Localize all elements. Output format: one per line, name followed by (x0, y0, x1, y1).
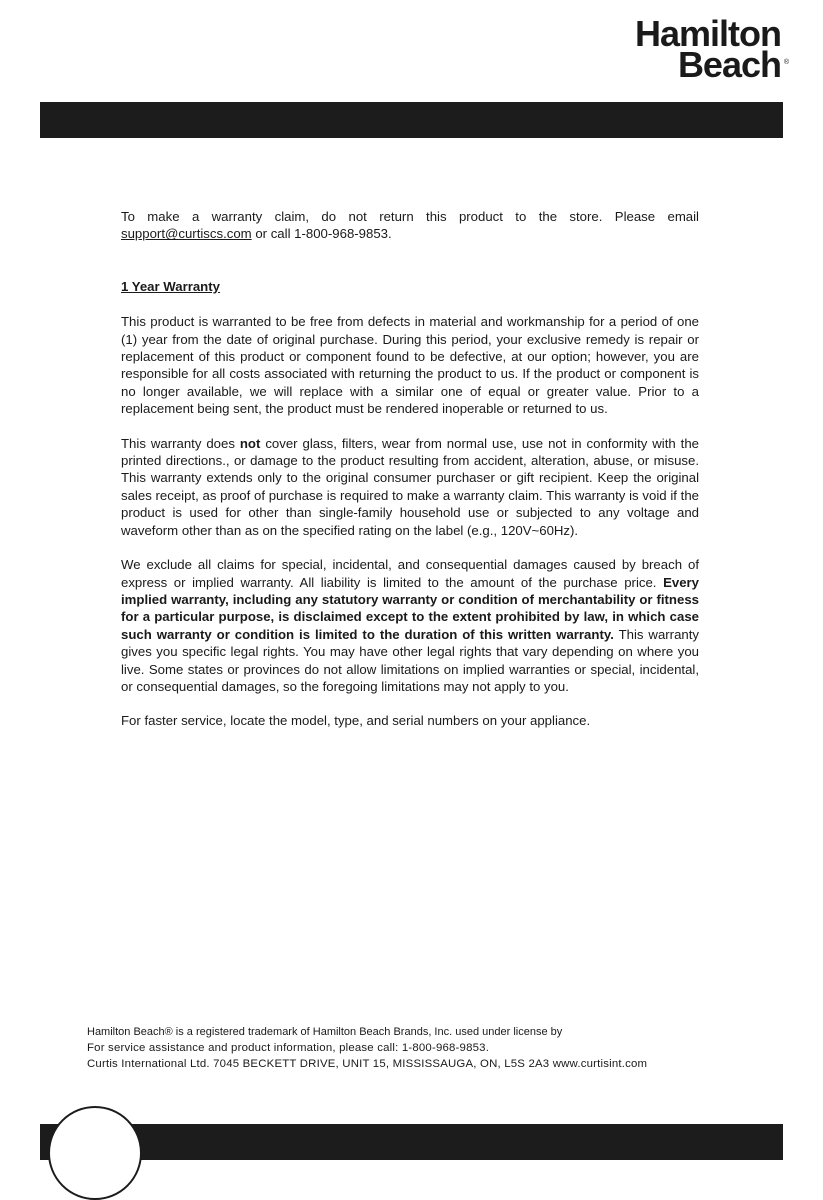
claim-text-after: or call 1-800-968-9853. (251, 226, 392, 242)
claim-instructions (121, 208, 699, 243)
brand-logo-line2: Beach (677, 44, 781, 85)
warranty-paragraph-damages (121, 556, 699, 695)
footer-trademark-line: Hamilton Beach® is a registered trademark of Hamilton Beach Brands, Inc. used under license by (87, 1026, 563, 1038)
exclusions-text-rest: cover glass, filters, wear from normal use, use not in conformity with the printed directions., or damage to the product resulting from accident, alteration, abuse, or misuse. This warranty extends only to the original consumer purchaser or gift recipient. Keep the original sales receipt, as proof of purchase is required to make a warranty claim. This warranty is void if the product is used for other than single-family household use or subjected to any voltage and waveform other than as on the specified rating on the label (e.g., 120V~60Hz). (121, 435, 699, 538)
footer-service-line: For service assistance and product information, please call: 1-800-968-9853. (87, 1042, 490, 1054)
warranty-content (121, 208, 699, 747)
warranty-paragraph-service: For faster service, locate the model, type, and serial numbers on your appliance. (121, 713, 591, 729)
exclusions-text-start: This warranty does (121, 435, 240, 451)
brand-logo (634, 13, 789, 85)
registered-mark: ® (783, 59, 789, 66)
brand-logo-line1: Hamilton (634, 13, 781, 54)
warranty-heading: 1 Year Warranty (121, 278, 220, 294)
footer-bar (40, 1124, 783, 1160)
exclusions-bold-not: not (239, 435, 261, 451)
footer-address-line: Curtis International Ltd. 7045 BECKETT DRIVE, UNIT 15, MISSISSAUGA, ON, L5S 2A3 www.curtisint.com (87, 1058, 648, 1070)
damages-text-rest: This warranty gives you specific legal rights. You may have other legal rights that vary depending on where you live. Some states or provinces do not allow limitations on implied warranties or special, incidental, or consequential damages, so the foregoing limitations may not apply to you. (121, 626, 699, 694)
warranty-paragraph-exclusions (121, 435, 699, 539)
footer (87, 1024, 777, 1072)
support-email-link[interactable]: support@curtiscs.com (121, 226, 252, 242)
damages-text-start: We exclude all claims for special, incidental, and consequential damages caused by breach of express or implied warranty. All liability is limited to the amount of the purchase price. (121, 557, 699, 590)
page-number-circle (48, 1106, 142, 1200)
damages-bold-disclaimer: Every implied warranty, including any statutory warranty or condition of merchantability or fitness for a particular purpose, is disclaimed except to the extent prohibited by law, in which case such warranty or condition is limited to the duration of this written warranty. (121, 574, 699, 642)
claim-text-before: To make a warranty claim, do not return this product to the store. Please email (121, 209, 699, 224)
warranty-paragraph-coverage: This product is warranted to be free from defects in material and workmanship for a period of one (1) year from the date of original purchase. During this period, your exclusive remedy is repair or replacement of this product or component found to be defective, at our option; however, you are responsible for all costs associated with returning the product to us. If the product or component is no longer available, we will replace with a similar one of equal or greater value. Prior to a replacement being sent, the product must be rendered inoperable or returned to us. (121, 314, 699, 417)
header-bar (40, 102, 783, 138)
